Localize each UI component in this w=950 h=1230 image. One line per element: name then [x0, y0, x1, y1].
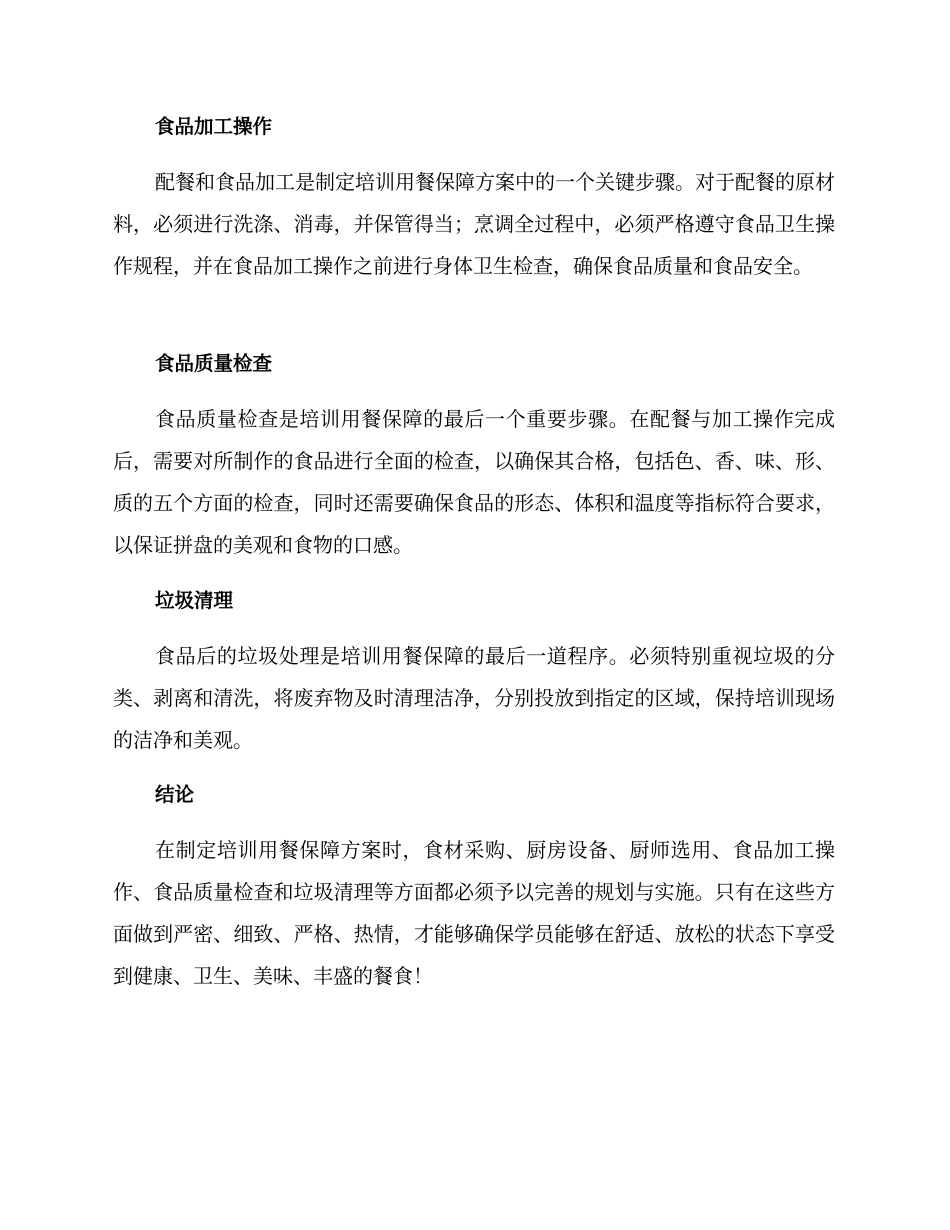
section-heading-garbage-cleanup: 垃圾清理: [155, 589, 234, 612]
section-heading-conclusion: 结论: [155, 783, 195, 806]
section-heading-quality-check: 食品质量检查: [155, 352, 273, 375]
section-heading-food-processing: 食品加工操作: [155, 115, 273, 138]
section-body-garbage-cleanup: 食品后的垃圾处理是培训用餐保障的最后一道程序。必须特别重视垃圾的分类、剥离和清洗，将废弃物及时清理洁净，分别投放到指定的区域，保持培训现场的洁净和美观。: [113, 644, 835, 752]
section-body-conclusion: 在制定培训用餐保障方案时，食材采购、厨房设备、厨师选用、食品加工操作、食品质量检查和垃圾清理等方面都必须予以完善的规划与实施。只有在这些方面做到严密、细致、严格、热情，才能够确保学员能够在舒适、放松的状态下享受到健康、卫生、美味、丰盛的餐食！: [113, 838, 835, 988]
section-body-quality-check: 食品质量检查是培训用餐保障的最后一个重要步骤。在配餐与加工操作完成后，需要对所制作的食品进行全面的检查，以确保其合格，包括色、香、味、形、质的五个方面的检查，同时还需要确保食品的形态、体积和温度等指标符合要求，以保证拼盘的美观和食物的口感。: [113, 407, 835, 557]
section-body-food-processing: 配餐和食品加工是制定培训用餐保障方案中的一个关键步骤。对于配餐的原材料，必须进行洗涤、消毒，并保管得当；烹调全过程中，必须严格遵守食品卫生操作规程，并在食品加工操作之前进行身体卫生检查，确保食品质量和食品安全。: [113, 170, 835, 278]
